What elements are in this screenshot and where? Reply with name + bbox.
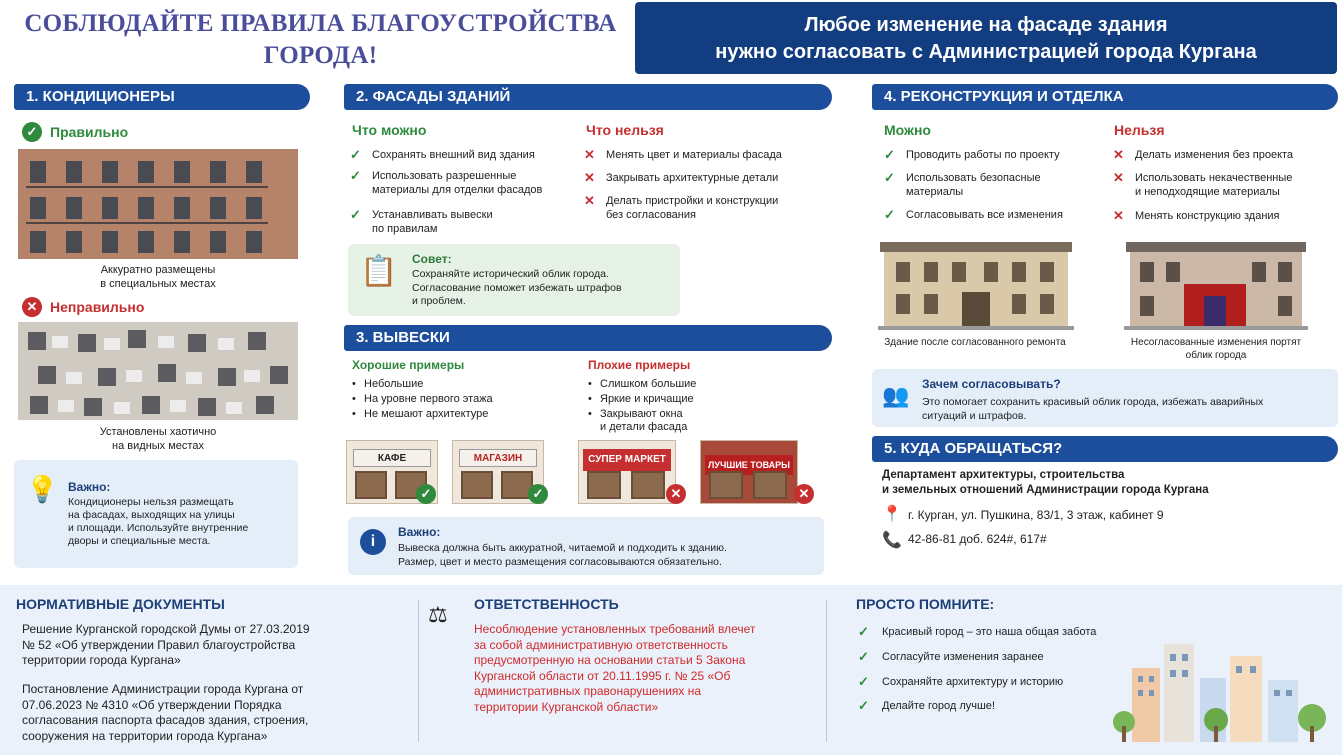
s2-cannot-item [584, 148, 824, 162]
s4-cannot-line: Использовать некачественные [1135, 172, 1293, 184]
resp-line: территории Курганской области» [474, 699, 659, 714]
lightbulb-icon: 💡 [26, 474, 59, 504]
s4-why [872, 369, 1338, 427]
x-circle-icon: ✕ [794, 484, 814, 504]
divider [418, 600, 419, 742]
s1-note [14, 460, 298, 568]
s3-bad-item: • Слишком большие [588, 377, 696, 392]
s2-can-item [350, 148, 570, 162]
shop-sign: МАГАЗИН [459, 449, 537, 467]
check-circle-icon: ✓ [22, 122, 42, 142]
s5-department-line: Департамент архитектуры, строительства [882, 469, 1125, 481]
doc-line: 07.06.2023 № 4310 «Об утверждении Порядка [22, 697, 282, 712]
check-circle-icon: ✓ [416, 484, 436, 504]
s2-tip-line: Сохраняйте исторический облик города. [412, 268, 609, 280]
divider [826, 600, 827, 742]
check-icon: ✓ [884, 147, 895, 162]
section-1-title: 1. КОНДИЦИОНЕРЫ [14, 84, 310, 110]
s2-cannot-title: Что нельзя [586, 122, 664, 138]
phone-icon: 📞 [882, 532, 902, 549]
check-icon: ✓ [884, 170, 895, 185]
top-banner [635, 2, 1337, 74]
s5-department [882, 468, 1209, 498]
doc-line: № 52 «Об утверждении Правил благоустройства [22, 637, 296, 652]
s4-bad-caption [1114, 336, 1318, 362]
s3-good-item: • Не мешают архитектуре [352, 407, 488, 422]
resp-line: за собой административную ответственность [474, 637, 728, 652]
building-windows-image [18, 149, 298, 259]
cross-icon: ✕ [1113, 170, 1124, 185]
s4-why-line: Это помогает сохранить красивый облик города, избежать аварийных [922, 396, 1264, 408]
s1-note-line: дворы и специальные места. [68, 535, 211, 547]
s3-bad-item: • Яркие и кричащие [588, 392, 694, 407]
right-caption [18, 263, 298, 291]
section-5-title: 5. КУДА ОБРАЩАТЬСЯ? [872, 436, 1338, 462]
s3-note [348, 517, 824, 575]
s1-note-line: на фасадах, выходящих на улицы [68, 509, 235, 521]
s4-bad-caption-line: Несогласованные изменения портят [1130, 337, 1302, 348]
remember-text: Согласуйте изменения заранее [882, 651, 1044, 663]
s2-cannot-item [584, 194, 824, 222]
main-title [8, 8, 633, 72]
clipboard-icon: 📋 [360, 255, 398, 288]
s4-cannot-line: и неподходящие материалы [1135, 186, 1280, 198]
docs-title: НОРМАТИВНЫЕ ДОКУМЕНТЫ [16, 596, 225, 612]
s4-bad-caption-line: облик города [1185, 350, 1247, 361]
s2-can-line: Использовать разрешенные [372, 170, 517, 182]
remember-title: ПРОСТО ПОМНИТЕ: [856, 596, 995, 612]
s2-can-item [350, 208, 570, 236]
cross-icon: ✕ [584, 170, 595, 185]
shop-bad-2 [700, 440, 798, 504]
building-bad-illustration [1124, 240, 1308, 332]
right-caption-line2: в специальных местах [100, 278, 216, 290]
s3-good-item: • На уровне первого этажа [352, 392, 493, 407]
check-icon: ✓ [858, 698, 869, 713]
s4-why-line: ситуаций и штрафов. [922, 410, 1027, 422]
s4-cannot-line: Менять конструкцию здания [1135, 210, 1280, 222]
check-icon: ✓ [858, 624, 869, 639]
doc-line: территории города Кургана» [22, 653, 181, 667]
s4-cannot-line: Делать изменения без проекта [1135, 149, 1294, 161]
banner-line1: Любое изменение на фасаде здания [804, 14, 1168, 36]
s2-tip-line: Согласование поможет избежать штрафов [412, 281, 622, 294]
check-icon: ✓ [350, 207, 361, 222]
s3-bad-item-cont: и детали фасада [600, 421, 688, 433]
s1-note-text [68, 496, 248, 548]
doc-line: согласования паспорта фасадов здания, строения, [22, 713, 309, 727]
check-icon: ✓ [884, 207, 895, 222]
ac-correct-photo [18, 149, 298, 259]
cross-icon: ✕ [584, 193, 595, 208]
shop-bad-1 [578, 440, 676, 504]
section-2-title: 2. ФАСАДЫ ЗДАНИЙ [344, 84, 832, 110]
x-circle-icon: ✕ [22, 297, 42, 317]
remember-item [858, 625, 1096, 639]
s5-phone: 42-86-81 доб. 624#, 617# [908, 532, 1047, 546]
resp-line: предусмотренную на основании статьи 5 Закона [474, 653, 746, 667]
s3-note-text [398, 541, 727, 569]
main-title-line2: ГОРОДА! [263, 42, 378, 69]
s2-tip [348, 244, 680, 316]
s2-can-line: материалы для отделки фасадов [372, 184, 543, 196]
s3-note-title: Важно: [398, 525, 441, 539]
ac-wrong-photo [18, 322, 298, 420]
s5-address: г. Курган, ул. Пушкина, 83/1, 3 этаж, кабинет 9 [908, 508, 1164, 522]
shop-sign: ЛУЧШИЕ ТОВАРЫ [705, 455, 793, 475]
right-label: Правильно [50, 124, 129, 140]
doc-line: Решение Курганской городской Думы от 27.03.2019 [22, 622, 310, 636]
s2-can-line: Устанавливать вывески [372, 209, 493, 221]
remember-text: Сохраняйте архитектуру и историю [882, 676, 1064, 688]
section-3-title: 3. ВЫВЕСКИ [344, 325, 832, 351]
s3-note-line: Вывеска должна быть аккуратной, читаемой и подходить к зданию. [398, 542, 727, 554]
s4-can-line: Проводить работы по проекту [906, 149, 1060, 161]
s4-can-item [884, 208, 1104, 222]
s4-cannot-item [1113, 148, 1338, 162]
s4-why-text [922, 395, 1263, 423]
s2-cannot-line: Делать пристройки и конструкции [606, 195, 779, 207]
s1-note-title: Важно: [68, 480, 111, 494]
doc-line: сооружения на территории города Кургана» [22, 728, 268, 743]
check-icon: ✓ [858, 674, 869, 689]
s4-cannot-item [1113, 209, 1338, 223]
s1-note-line: Кондиционеры нельзя размещать [68, 496, 234, 508]
s2-tip-line: и проблем. [412, 295, 466, 307]
s4-cannot-item [1113, 171, 1338, 199]
check-circle-icon: ✓ [528, 484, 548, 504]
remember-item [858, 699, 995, 713]
resp-line: административных правонарушениях на [474, 684, 702, 698]
remember-item [858, 675, 1063, 689]
remember-text: Красивый город – это наша общая забота [882, 626, 1097, 638]
cross-icon: ✕ [1113, 147, 1124, 162]
location-pin-icon: 📍 [882, 506, 902, 523]
s2-cannot-line: без согласования [606, 209, 696, 221]
check-icon: ✓ [350, 168, 361, 183]
resp-text [474, 622, 819, 715]
main-title-line1: СОБЛЮДАЙТЕ ПРАВИЛА БЛАГОУСТРОЙСТВА [24, 10, 617, 37]
shop-sign: КАФЕ [353, 449, 431, 467]
s4-can-line: Согласовывать все изменения [906, 209, 1063, 221]
people-icon: 👥 [882, 383, 910, 408]
s5-department-line: и земельных отношений Администрации города Кургана [882, 484, 1209, 496]
building-good-illustration [878, 240, 1074, 332]
s4-can-item [884, 171, 1104, 199]
s2-can-item [350, 169, 570, 197]
s2-can-title: Что можно [352, 122, 427, 138]
s4-cannot-title: Нельзя [1114, 122, 1165, 138]
s2-tip-title: Совет: [412, 252, 452, 266]
chaotic-ac-image [18, 322, 298, 420]
check-icon: ✓ [350, 147, 361, 162]
s2-cannot-line: Менять цвет и материалы фасада [606, 149, 782, 161]
s4-can-line: Использовать безопасные [906, 172, 1041, 184]
banner-line2: нужно согласовать с Администрацией города Кургана [715, 41, 1257, 63]
s3-good-title: Хорошие примеры [352, 358, 465, 372]
resp-title: ОТВЕТСТВЕННОСТЬ [474, 596, 619, 612]
s1-note-line: и площади. Используйте внутренние [68, 522, 249, 534]
wrong-caption-line1: Установлены хаотично [99, 426, 217, 438]
remember-text: Делайте город лучше! [882, 700, 995, 712]
s2-tip-text [412, 268, 622, 309]
wrong-caption [18, 425, 298, 453]
resp-line: Несоблюдение установленных требований влечет [474, 622, 756, 636]
doc-line: Постановление Администрации города Кургана от [22, 682, 304, 696]
s3-note-line: Размер, цвет и место размещения согласовываются обязательно. [398, 556, 722, 568]
wrong-label: Неправильно [50, 299, 145, 315]
s2-can-line: по правилам [372, 223, 438, 235]
city-illustration [1112, 630, 1336, 742]
s3-bad-item: • Закрывают окна [588, 407, 683, 422]
scales-icon: ⚖ [428, 602, 448, 627]
remember-item [858, 650, 1044, 664]
s2-can-line: Сохранять внешний вид здания [372, 149, 535, 161]
s2-cannot-item [584, 171, 824, 185]
wrong-caption-line2: на видных местах [112, 440, 204, 452]
s4-can-item [884, 148, 1104, 162]
doc-2 [22, 682, 402, 744]
s3-good-item: • Небольшие [352, 377, 423, 392]
check-icon: ✓ [858, 649, 869, 664]
section-4-title: 4. РЕКОНСТРУКЦИЯ И ОТДЕЛКА [872, 84, 1338, 110]
x-circle-icon: ✕ [666, 484, 686, 504]
s4-why-title: Зачем согласовывать? [922, 377, 1061, 391]
s4-good-caption: Здание после согласованного ремонта [884, 337, 1066, 348]
resp-line: Курганской области от 20.11.1995 г. № 25 «Об [474, 668, 731, 683]
cross-icon: ✕ [584, 147, 595, 162]
doc-1 [22, 622, 402, 669]
s4-can-title: Можно [884, 122, 931, 138]
info-icon: i [360, 529, 386, 555]
s3-bad-title: Плохие примеры [588, 358, 691, 372]
right-caption-line1: Аккуратно размещены [100, 264, 216, 276]
cross-icon: ✕ [1113, 208, 1124, 223]
s2-cannot-line: Закрывать архитектурные детали [606, 172, 779, 184]
shop-sign: СУПЕР МАРКЕТ [583, 449, 671, 471]
s4-can-line: материалы [906, 186, 964, 198]
